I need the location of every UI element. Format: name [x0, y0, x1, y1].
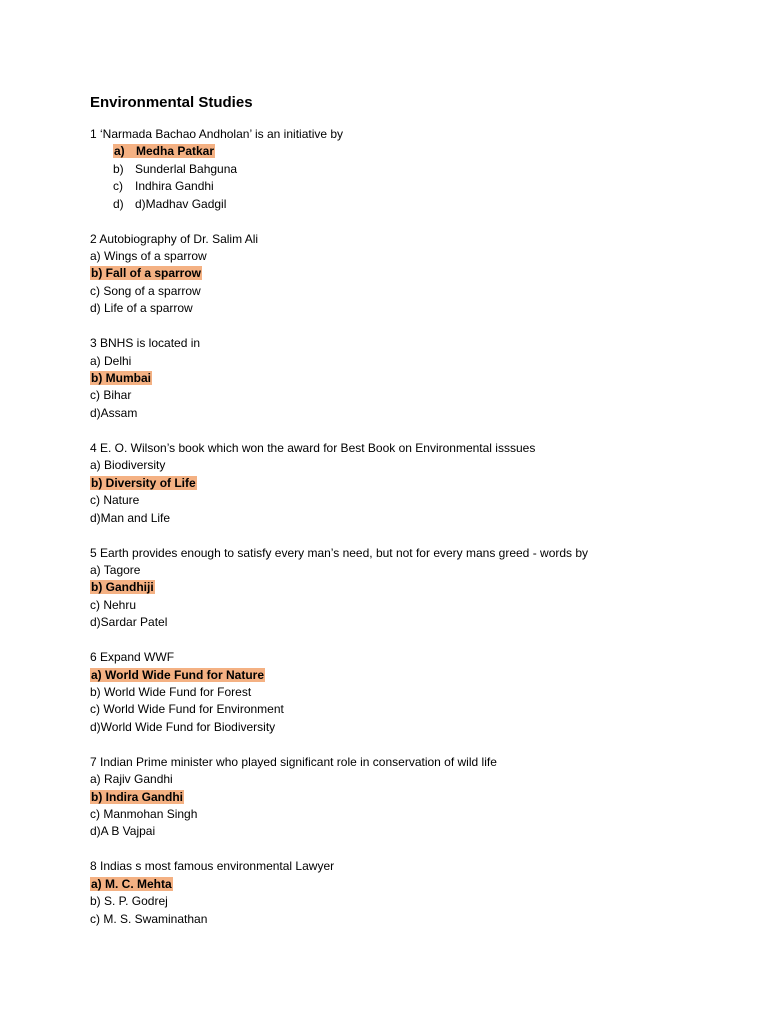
answer-highlight	[90, 877, 173, 891]
option-text-wrap	[113, 179, 214, 193]
option-text-wrap	[90, 458, 165, 472]
option-label: Sunderlal Bahguna	[135, 161, 238, 176]
question-text: 3 BNHS is located in	[90, 336, 201, 351]
option-label: a) Rajiv Gandhi	[90, 772, 173, 787]
option-label: d)Man and Life	[90, 510, 171, 525]
answer-option	[90, 823, 730, 840]
correct-answer-option	[90, 876, 730, 893]
option-label: b) Diversity of Life	[91, 475, 196, 490]
question-block	[90, 126, 730, 213]
question-block	[90, 335, 730, 422]
answer-highlight	[90, 790, 184, 804]
answer-option	[90, 196, 730, 213]
option-label: d)Madhav Gadgil	[135, 196, 227, 211]
correct-answer-option	[90, 143, 730, 160]
option-text-wrap	[90, 249, 207, 263]
option-label: c) Bihar	[90, 388, 132, 403]
answer-option	[90, 353, 730, 370]
correct-answer-option	[90, 265, 730, 282]
answer-highlight	[90, 266, 202, 280]
option-label: c) Manmohan Singh	[90, 806, 198, 821]
option-text-wrap	[90, 493, 139, 507]
answer-option	[90, 300, 730, 317]
option-label: c) Nehru	[90, 597, 137, 612]
option-label: d)A B Vajpai	[90, 824, 156, 839]
option-label: c) Nature	[90, 493, 140, 508]
option-marker: a)	[114, 144, 125, 159]
answer-option	[90, 701, 730, 718]
option-marker: b)	[113, 161, 124, 176]
answer-option	[90, 893, 730, 910]
option-label: b) World Wide Fund for Forest	[90, 684, 252, 699]
option-label: d)Assam	[90, 405, 138, 420]
option-label: a) World Wide Fund for Nature	[91, 667, 264, 682]
correct-answer-option	[90, 667, 730, 684]
option-label: b) Fall of a sparrow	[91, 266, 202, 281]
option-marker: c)	[113, 179, 123, 194]
option-text-wrap	[113, 197, 226, 211]
option-label: a) Tagore	[90, 562, 141, 577]
answer-option	[90, 806, 730, 823]
option-text-wrap	[90, 772, 173, 786]
correct-answer-option	[90, 579, 730, 596]
option-text-wrap	[90, 301, 193, 315]
option-label: b) S. P. Godrej	[90, 894, 168, 909]
question-text: 6 Expand WWF	[90, 650, 175, 665]
answer-option	[90, 492, 730, 509]
answer-highlight	[113, 144, 215, 158]
option-label: c) Song of a sparrow	[90, 283, 201, 298]
answer-option	[90, 597, 730, 614]
question-text: 8 Indias s most famous environmental Lawyer	[90, 859, 335, 874]
correct-answer-option	[90, 370, 730, 387]
option-text-wrap	[90, 511, 170, 525]
answer-highlight	[90, 668, 265, 682]
answer-highlight	[90, 371, 152, 385]
option-text-wrap	[90, 824, 155, 838]
question-text: 1 ‘Narmada Bachao Andholan’ is an initiative by	[90, 127, 344, 141]
page-title: Environmental Studies	[90, 94, 253, 111]
option-text-wrap	[90, 807, 197, 821]
option-label: Medha Patkar	[136, 144, 215, 159]
question-text: 7 Indian Prime minister who played significant role in conservation of wild life	[90, 754, 497, 769]
option-text-wrap	[90, 354, 131, 368]
question-block	[90, 858, 730, 928]
answer-option	[90, 562, 730, 579]
answer-option	[90, 684, 730, 701]
option-text-wrap	[90, 563, 140, 577]
answer-option	[90, 248, 730, 265]
option-marker: d)	[113, 196, 124, 211]
question-block	[90, 231, 730, 318]
option-label: a) M. C. Mehta	[91, 876, 172, 891]
option-label: a) Delhi	[90, 353, 132, 368]
answer-option	[90, 457, 730, 474]
option-text-wrap	[90, 702, 284, 716]
answer-highlight	[90, 476, 197, 490]
answer-option	[90, 387, 730, 404]
option-label: b) Gandhiji	[91, 580, 154, 595]
option-text-wrap	[90, 894, 168, 908]
answer-option	[90, 161, 730, 178]
option-label: b) Mumbai	[91, 371, 151, 386]
correct-answer-option	[90, 475, 730, 492]
option-label: Indhira Gandhi	[135, 179, 214, 194]
question-list	[90, 126, 730, 928]
option-label: a) Biodiversity	[90, 458, 166, 473]
option-text-wrap	[90, 598, 136, 612]
option-text-wrap	[90, 720, 275, 734]
option-label: d) Life of a sparrow	[90, 301, 193, 316]
document-page	[90, 92, 730, 946]
answer-option	[90, 405, 730, 422]
option-text-wrap	[90, 685, 251, 699]
option-label: c) M. S. Swaminathan	[90, 911, 208, 926]
option-text-wrap	[90, 912, 207, 926]
option-text-wrap	[90, 284, 201, 298]
question-block	[90, 545, 730, 632]
question-text: 5 Earth provides enough to satisfy every man’s need, but not for every mans greed - words by	[90, 545, 589, 560]
answer-option	[90, 911, 730, 928]
answer-option	[90, 510, 730, 527]
option-text-wrap	[90, 406, 137, 420]
option-label: b) Indira Gandhi	[91, 789, 183, 804]
question-text: 4 E. O. Wilson’s book which won the award for Best Book on Environmental isssues	[90, 440, 536, 455]
option-label: d)World Wide Fund for Biodiversity	[90, 719, 276, 734]
question-block	[90, 754, 730, 841]
answer-option	[90, 771, 730, 788]
option-text-wrap	[90, 615, 167, 629]
answer-highlight	[90, 580, 155, 594]
option-label: c) World Wide Fund for Environment	[90, 702, 284, 717]
answer-option	[90, 178, 730, 195]
option-label: a) Wings of a sparrow	[90, 249, 207, 264]
question-block	[90, 649, 730, 736]
answer-option	[90, 719, 730, 736]
option-text-wrap	[90, 388, 131, 402]
question-text: 2 Autobiography of Dr. Salim Ali	[90, 231, 259, 246]
answer-option	[90, 614, 730, 631]
correct-answer-option	[90, 789, 730, 806]
option-label: d)Sardar Patel	[90, 615, 168, 630]
option-text-wrap	[113, 162, 237, 176]
answer-option	[90, 283, 730, 300]
question-block	[90, 440, 730, 527]
